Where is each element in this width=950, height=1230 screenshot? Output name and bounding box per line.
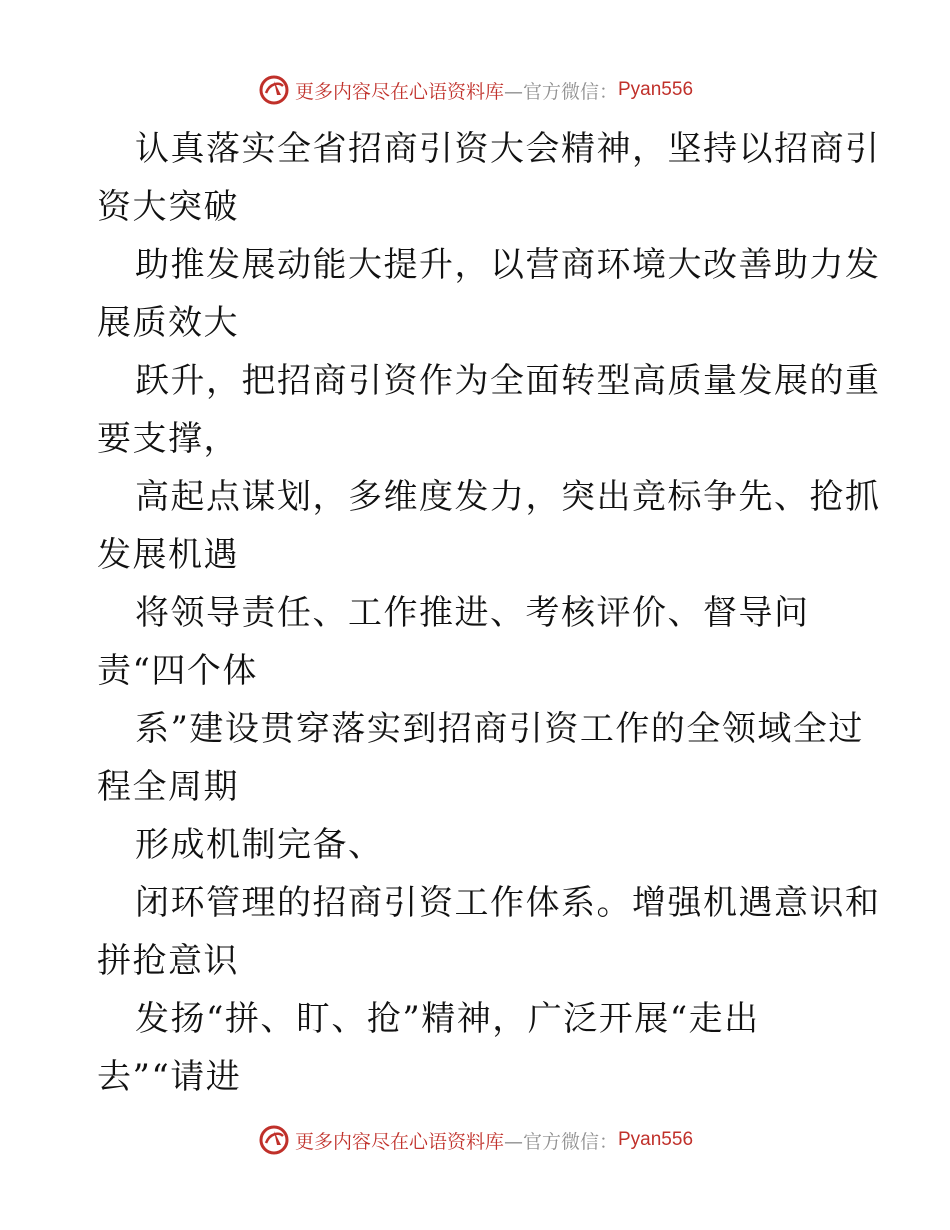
text-line: 拼抢意识 [97, 941, 239, 981]
text-line: 助推发展动能大提升，以营商环境大改善助力发 [135, 245, 881, 285]
text-line: 形成机制完备、 [135, 825, 384, 865]
logo-icon [257, 73, 291, 107]
header-watermark [0, 70, 950, 110]
text-line: 程全周期 [97, 767, 239, 807]
text-line: 展质效大 [97, 303, 239, 343]
watermark-sub-text: —官方微信： [503, 80, 618, 103]
watermark-wechat-id: Pyan556 [618, 79, 694, 100]
text-line: 发展机遇 [97, 535, 239, 575]
text-line: 闭环管理的招商引资工作体系。增强机遇意识和 [135, 883, 881, 923]
text-line: 责“四个体 [97, 651, 258, 691]
footer-watermark [0, 1120, 950, 1160]
watermark-main-text: 更多内容尽在心语资料库 [294, 1130, 504, 1153]
text-line: 认真落实全省招商引资大会精神，坚持以招商引 [135, 129, 881, 169]
watermark-sub-text: —官方微信： [503, 1130, 618, 1153]
text-line: 资大突破 [97, 187, 239, 227]
text-line: 系”建设贯穿落实到招商引资工作的全领域全过 [135, 709, 864, 749]
document-body [97, 120, 881, 1106]
text-line: 高起点谋划，多维度发力，突出竞标争先、抢抓 [135, 477, 881, 517]
watermark-wechat-id: Pyan556 [618, 1129, 694, 1150]
text-line: 发扬“拼、盯、抢”精神，广泛开展“走出 [135, 999, 760, 1039]
text-line: 将领导责任、工作推进、考核评价、督导问 [135, 593, 810, 633]
text-line: 跃升，把招商引资作为全面转型高质量发展的重 [135, 361, 881, 401]
text-line: 去”“请进 [97, 1057, 242, 1097]
text-line: 要支撑， [97, 419, 239, 459]
watermark-main-text: 更多内容尽在心语资料库 [294, 80, 504, 103]
logo-icon [257, 1123, 291, 1157]
